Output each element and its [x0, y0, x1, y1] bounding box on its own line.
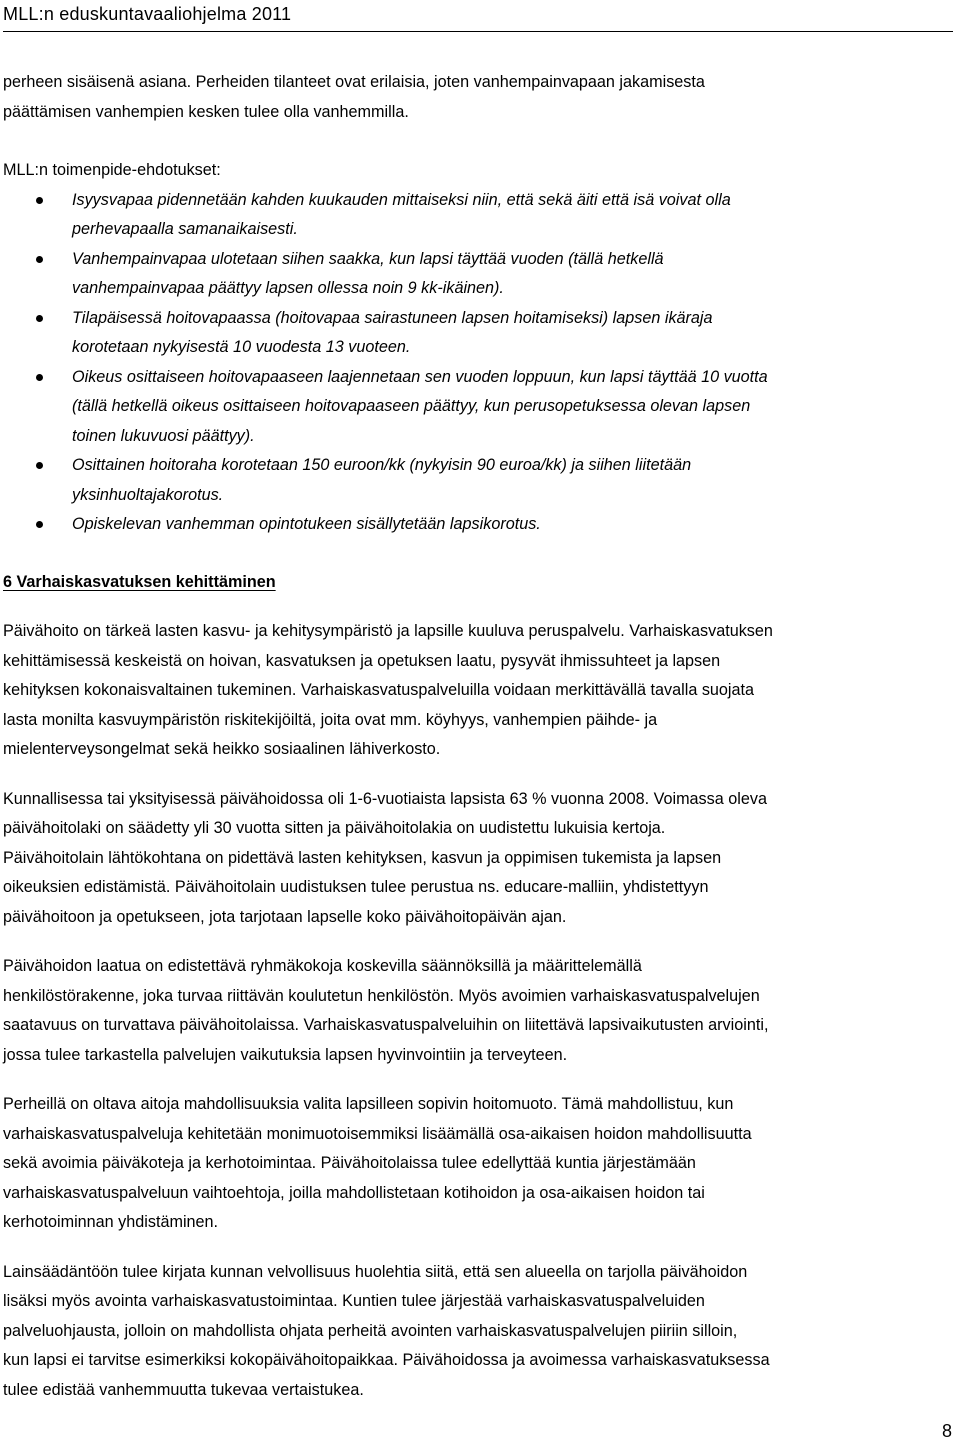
- document-title: MLL:n eduskuntavaaliohjelma 2011: [3, 4, 292, 24]
- header-divider: [3, 31, 953, 32]
- bullet-icon: [36, 462, 43, 469]
- list-item-text: Tilapäisessä hoitovapaassa (hoitovapaa sairastuneen lapsen hoitamiseksi) lapsen ikäraja korotetaan nykyisestä 10 vuodesta 13 vuoteen.: [72, 308, 713, 356]
- list-item-text: Isyysvapaa pidennetään kahden kuukauden mittaiseksi niin, että sekä äiti että isä voivat olla perhevapaalla samanaikaisesti.: [72, 190, 731, 238]
- bullet-icon: [36, 374, 43, 381]
- section-paragraph-4: Perheillä on oltava aitoja mahdollisuuksia valita lapsilleen sopivin hoitomuoto. Tämä mahdollistuu, kun varhaiskasvatuspalveluja kehitetään monimuotoisemmiksi lisäämällä osa-aikaisen hoidon mahdollisuutta sekä avoimia päiväkoteja ja kerhotoimintaa. Päivähoitolaissa tulee edellyttää kuntia järjestämään varhaiskasvatuspalveluun vaihtoehtoja, joilla mahdollistetaan kotihoidon ja osa-aikaisen hoidon tai kerhotoiminnan yhdistäminen.: [3, 1095, 752, 1231]
- proposals-list: [3, 186, 955, 540]
- section-paragraph-5: Lainsäädäntöön tulee kirjata kunnan velvollisuus huolehtia siitä, että sen alueella on tarjolla päivähoidon lisäksi myös avointa varhaiskasvatustoimintaa. Kuntien tulee järjestää varhaiskasvatuspalveluiden palveluohjausta, jolloin on mahdollista ohjata perheitä avointen varhaiskasvatuspalvelujen piiriin silloin, kun lapsi ei tarvitse esimerkiksi kokopäivähoitopaikkaa. Päivähoidossa ja avoimessa varhaiskasvatuksessa tulee edistää vanhemmuutta tukevaa vertaistukea.: [3, 1262, 770, 1399]
- section-paragraph-2: Kunnallisessa tai yksityisessä päivähoidossa oli 1-6-vuotiaista lapsista 63 % vuonna 2008. Voimassa oleva päivähoitolaki on säädetty yli 30 vuotta sitten ja päivähoitolakia on uudistettu lukuisia kertoja. Päivähoitolain lähtökohtana on pidettävä lasten kehityksen, kasvun ja oppimisen tukemista ja lapsen oikeuksien edistämistä. Päivähoitolain uudistuksen tulee perustua ns. educare-malliin, yhdistettyyn päivähoitoon ja opetukseen, jota tarjotaan lapselle koko päivähoitopäivän ajan.: [3, 789, 767, 926]
- bullet-icon: [36, 315, 43, 322]
- page-content: [3, 68, 955, 1405]
- list-item: [3, 245, 955, 304]
- list-item: [3, 304, 955, 363]
- page-number: 8: [941, 1421, 952, 1441]
- bullet-icon: [36, 197, 43, 204]
- section-paragraph-3: Päivähoidon laatua on edistettävä ryhmäkokoja koskevilla säännöksillä ja määrittelemällä henkilöstörakenne, joka turvaa riittävän koulutetun henkilöstön. Myös avoimien varhaiskasvatuspalvelujen saatavuus on turvattava päivähoitolaissa. Varhaiskasvatuspalveluihin on liitettävä lapsivaikutusten arviointi, jossa tulee tarkastella palvelujen vaikutuksia lapsen hyvinvointiin ja terveyteen.: [3, 957, 769, 1064]
- list-item: [3, 186, 955, 245]
- list-item: [3, 510, 955, 540]
- section-heading: 6 Varhaiskasvatuksen kehittäminen: [3, 572, 276, 591]
- intro-paragraph: perheen sisäisenä asiana. Perheiden tilanteet ovat erilaisia, joten vanhempainvapaan jakamisesta päättämisen vanhempien kesken tulee olla vanhemmilla.: [3, 73, 705, 121]
- page-header: [3, 2, 953, 34]
- list-item: [3, 451, 955, 510]
- list-item-text: Opiskelevan vanhemman opintotukeen sisällytetään lapsikorotus.: [72, 515, 541, 533]
- section-paragraph-1: Päivähoito on tärkeä lasten kasvu- ja kehitysympäristö ja lapsille kuuluva peruspalvelu. Varhaiskasvatuksen kehittämisessä keskeistä on hoivan, kasvatuksen ja opetuksen laatu, pysyvät ihmissuhteet ja lapsen kehityksen kokonaisvaltainen tukeminen. Varhaiskasvatuspalveluilla voidaan merkittävällä tavalla suojata lasta monilta kasvuympäristön riskitekijöiltä, joita ovat mm. köyhyys, vanhempien päihde- ja mielenterveysongelmat sekä heikko sosiaalinen lähiverkosto.: [3, 622, 773, 758]
- list-item-text: Vanhempainvapaa ulotetaan siihen saakka, kun lapsi täyttää vuoden (tällä hetkellä vanhempainvapaa päättyy lapsen ollessa noin 9 kk-ikäinen).: [72, 249, 664, 297]
- list-item-text: Osittainen hoitoraha korotetaan 150 euroon/kk (nykyisin 90 euroa/kk) ja siihen liitetään yksinhuoltajakorotus.: [72, 456, 692, 504]
- list-item-text: Oikeus osittaiseen hoitovapaaseen laajennetaan sen vuoden loppuun, kun lapsi täyttää 10 vuotta (tällä hetkellä oikeus osittaiseen hoitovapaaseen päättyy, kun perusopetuksessa olevan lapsen toinen lukuvuosi päättyy).: [72, 367, 768, 445]
- proposals-title: MLL:n toimenpide-ehdotukset:: [3, 161, 221, 179]
- list-item: [3, 363, 955, 452]
- bullet-icon: [36, 521, 43, 528]
- bullet-icon: [36, 256, 43, 263]
